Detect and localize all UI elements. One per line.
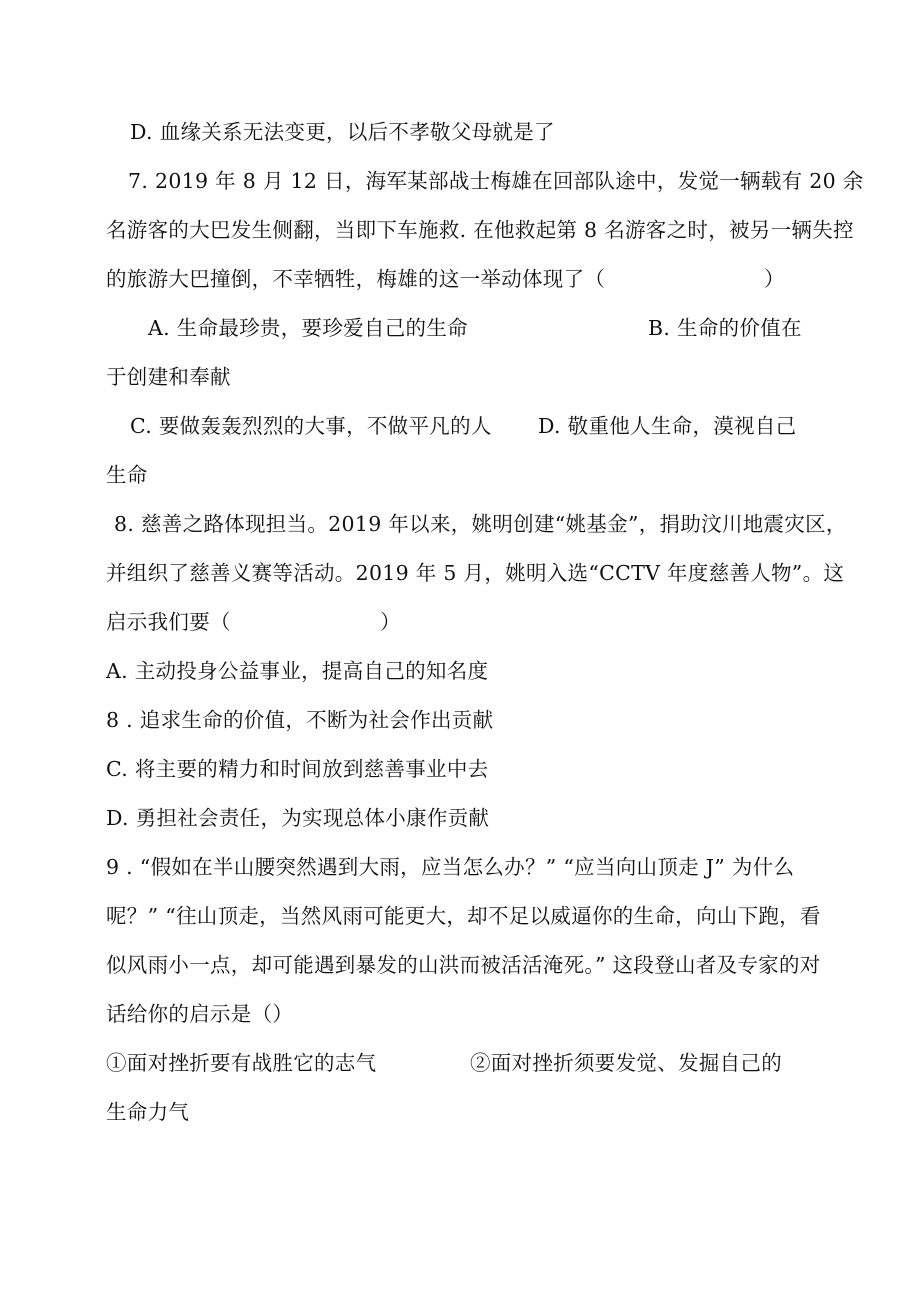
q9-option-2-end: 生命力气 — [106, 1100, 190, 1124]
q9-stem-line-4: 话给你的启示是（） — [106, 1002, 294, 1026]
q7-stem-line-2: 名游客的大巴发生侧翻，当即下车施救. 在他救起第 8 名游客之时，被另一辆失控 — [106, 218, 854, 242]
q8-stem-line-3: 启示我们要（ — [106, 610, 231, 634]
q7-option-b-end: 于创建和奉献 — [106, 365, 231, 389]
q9-stem-line-3: 似风雨小一点，却可能遇到暴发的山洪而被活活淹死。” 这段登山者及专家的对 — [106, 953, 821, 977]
q8-stem-line-1: 8. 慈善之路体现担当。2019 年以来，姚明创建“姚基金”，捐助汶川地震灾区， — [114, 512, 847, 536]
q8-option-c: C. 将主要的精力和时间放到慈善事业中去 — [106, 757, 489, 781]
q7-stem-line-1: 7. 2019 年 8 月 12 日，海军某部战士梅雄在回部队途中，发觉一辆载有 20 余 — [128, 169, 864, 193]
q9-stem-line-2: 呢？” “往山顶走，当然风雨可能更大，却不足以威逼你的生命，向山下跑，看 — [106, 904, 821, 928]
q8-answer-paren-close: ） — [380, 610, 401, 634]
q7-option-d-start: D. 敬重他人生命，漠视自己 — [538, 414, 797, 438]
q9-stem-line-1: 9 . “假如在半山腰突然遇到大雨，应当怎么办？” “应当向山顶走 J” 为什么 — [106, 855, 795, 879]
q7-option-d-end: 生命 — [106, 463, 148, 487]
q7-option-b-start: B. 生命的价值在 — [648, 316, 802, 340]
q8-stem-line-2: 并组织了慈善义赛等活动。2019 年 5 月，姚明入选“CCTV 年度慈善人物”。这 — [106, 561, 845, 585]
q7-stem-line-3: 的旅游大巴撞倒，不幸牺牲，梅雄的这一举动体现了（ — [106, 267, 606, 291]
q8-option-b: 8 . 追求生命的价值，不断为社会作出贡献 — [106, 708, 494, 732]
q8-option-d: D. 勇担社会责任，为实现总体小康作贡献 — [106, 806, 490, 830]
q7-option-a: A. 生命最珍贵，要珍爱自己的生命 — [148, 316, 468, 340]
q9-option-2-start: ②面对挫折须要发觉、发掘自己的 — [470, 1051, 782, 1075]
q7-answer-paren-close: ） — [764, 267, 785, 291]
q8-option-a: A. 主动投身公益事业，提高自己的知名度 — [106, 659, 489, 683]
q9-option-1: ①面对挫折要有战胜它的志气 — [106, 1051, 377, 1075]
q6-option-d: D. 血缘关系无法变更，以后不孝敬父母就是了 — [130, 120, 555, 144]
q7-option-c: C. 要做轰轰烈烈的大事，不做平凡的人 — [130, 414, 492, 438]
